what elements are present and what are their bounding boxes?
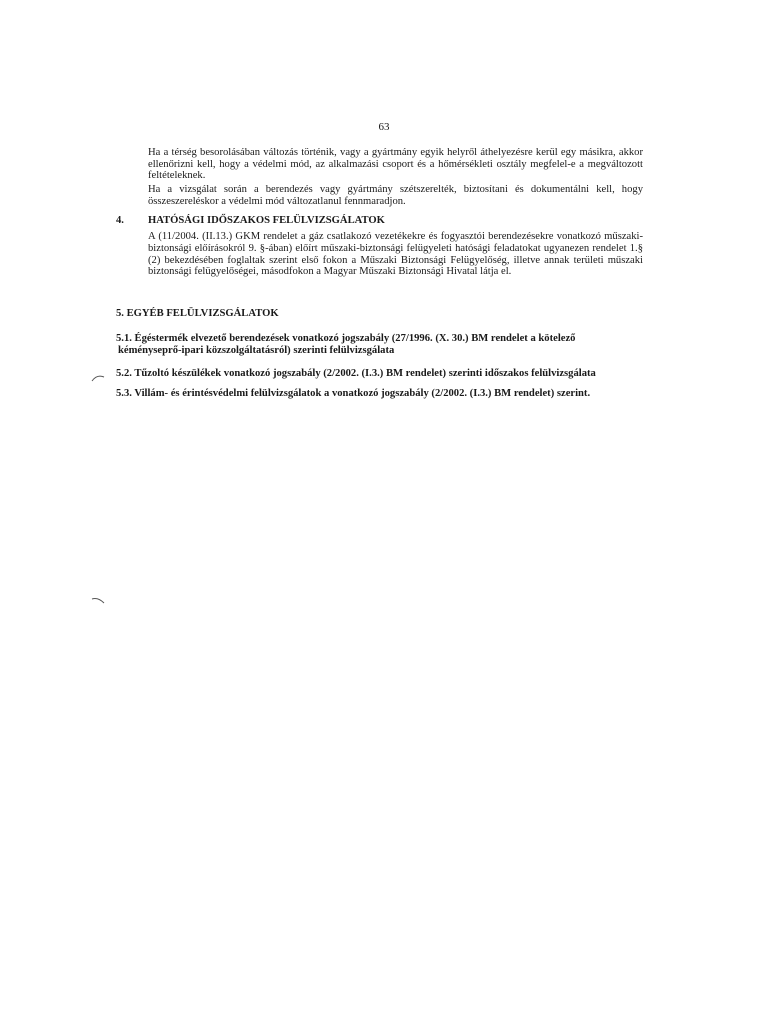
subsection-5-1 [116, 333, 641, 357]
section-4-title: HATÓSÁGI IDŐSZAKOS FELÜLVIZSGÁLATOK [148, 215, 385, 226]
page-number: 63 [378, 121, 390, 133]
subsection-5-1-line1: 5.1. Égéstermék elvezető berendezések vonatkozó jogszabály (27/1996. (X. 30.) BM rendelet a kötelező [116, 333, 576, 344]
paragraph-zone-change: Ha a térség besorolásában változás történik, vagy a gyártmány egyik helyről áthelyezésre kerül egy másikra, akkor ellenőrizni kell, hogy a védelmi mód, az alkalmazási csoport és a hőmérsékleti osztály megfelel-e a megváltozott feltételeknek. [148, 147, 643, 182]
section-4-number: 4. [116, 215, 124, 226]
section-5-title: 5. EGYÉB FELÜLVIZSGÁLATOK [116, 308, 279, 319]
subsection-5-1-line2: kéményseprő-ipari közszolgáltatásról) szerinti felülvizsgálata [118, 344, 395, 356]
scan-mark [91, 596, 105, 606]
subsection-5-2: 5.2. Tűzoltó készülékek vonatkozó jogszabály (2/2002. (I.3.) BM rendelet) szerinti időszakos felülvizsgálata [116, 368, 596, 379]
scan-mark [91, 373, 105, 383]
section-4-body: A (11/2004. (II.13.) GKM rendelet a gáz csatlakozó vezetékekre és fogyasztói berendezésekre vonatkozó műszaki-biztonsági előírásokról 9. §-ában) előírt műszaki-biztonsági felügyeleti hatósági feladatokat ugyanezen rendelet 1.§ (2) bekezdésében foglaltak szerint első fokon a Műszaki Biztonsági Felügyelőség, illetve annak területi műszaki biztonsági felügyelőségei, másodfokon a Magyar Műszaki Biztonsági Hivatal látja el. [148, 231, 643, 278]
subsection-5-3: 5.3. Villám- és érintésvédelmi felülvizsgálatok a vonatkozó jogszabály (2/2002. (I.3.) BM rendelet) szerint. [116, 388, 591, 399]
paragraph-disassembly: Ha a vizsgálat során a berendezés vagy gyártmány szétszerelték, biztosítani és dokumentálni kell, hogy összeszereléskor a védelmi mód változatlanul fennmaradjon. [148, 184, 643, 207]
